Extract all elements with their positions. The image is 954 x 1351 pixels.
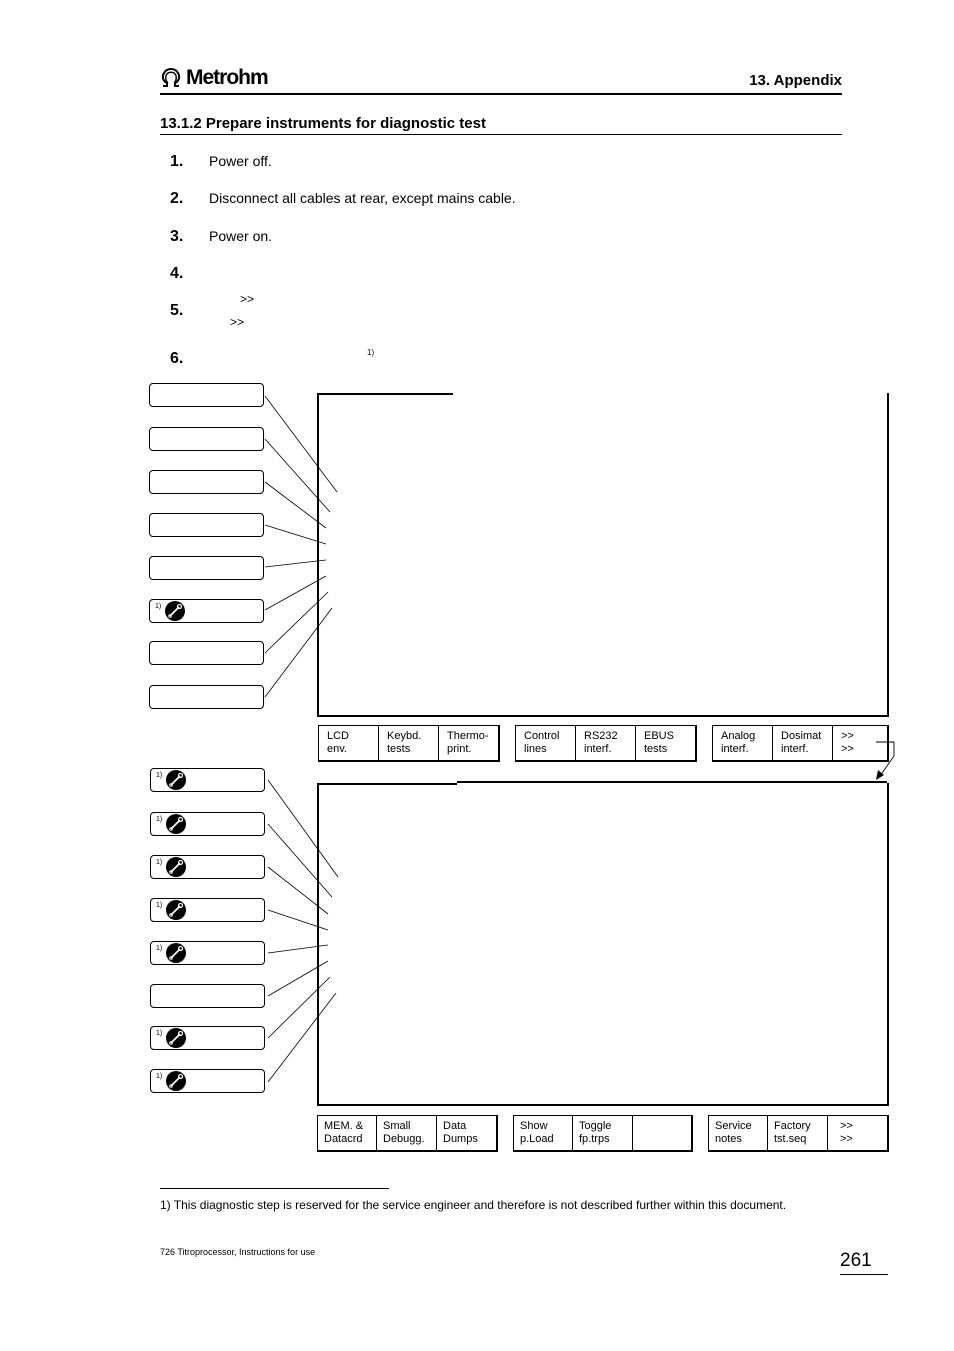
section-title: 13.1.2 Prepare instruments for diagnostic test	[160, 115, 486, 132]
softkey-thermo-print[interactable]: Thermo- print.	[447, 730, 489, 755]
softkey-group	[317, 1115, 498, 1152]
menu-key-8[interactable]	[149, 685, 264, 709]
footnote-mark: 1)	[156, 772, 163, 779]
wrench-icon	[166, 857, 186, 877]
menu-key-service[interactable]	[149, 599, 264, 623]
display-screen-lower	[317, 783, 889, 1106]
brand-name: Metrohm	[186, 66, 268, 89]
metrohm-omega-logo-icon	[160, 68, 182, 88]
menu-key-service[interactable]	[150, 812, 265, 836]
softkey-factory-test-seq[interactable]: Factory tst.seq	[768, 1116, 828, 1150]
screen-title-line	[457, 781, 887, 783]
softkey-small-debug[interactable]: Small Debugg.	[377, 1116, 437, 1150]
menu-key-5[interactable]	[149, 556, 264, 580]
softkey-next-page[interactable]: >> >>	[841, 730, 854, 755]
footnote-text: 1) This diagnostic step is reserved for the service engineer and therefore is not described further within this document.	[160, 1198, 787, 1212]
menu-key-7[interactable]	[149, 641, 264, 665]
wrench-icon	[166, 943, 186, 963]
softkey-empty[interactable]	[633, 1116, 691, 1150]
menu-key-service[interactable]	[150, 1069, 265, 1093]
wrench-icon	[166, 1028, 186, 1048]
step-number: 4.	[170, 265, 184, 282]
chapter-title: 13. Appendix	[749, 72, 842, 89]
softkey-toggle-fptrps[interactable]: Toggle fp.trps	[573, 1116, 633, 1150]
step-text: Disconnect all cables at rear, except mains cable.	[209, 190, 516, 206]
softkey-lcd-env[interactable]: LCD env.	[319, 726, 379, 760]
page-number-rule	[840, 1274, 888, 1275]
arrow-icon	[872, 738, 900, 784]
wrench-icon	[166, 770, 186, 790]
softkey-analog-interf[interactable]: Analog interf.	[713, 726, 773, 760]
softkey-group	[515, 725, 697, 762]
screen-scroll-mark	[847, 715, 887, 717]
footnote-mark: 1)	[156, 816, 163, 823]
header-rule	[160, 93, 842, 95]
step-number: 3.	[170, 228, 184, 245]
step-text: Power on.	[209, 228, 273, 244]
wrench-icon	[165, 601, 185, 621]
softkey-next-page[interactable]: >> >>	[840, 1120, 853, 1145]
screen-scroll-mark	[826, 1104, 887, 1106]
footnote-mark: 1)	[156, 1030, 163, 1037]
menu-key-service[interactable]	[150, 941, 265, 965]
wrench-icon	[166, 814, 186, 834]
display-screen-upper	[317, 393, 889, 717]
footnote-mark: 1)	[367, 348, 375, 357]
menu-key-2[interactable]	[149, 427, 264, 451]
softkey-group	[318, 725, 500, 762]
softkey-keyboard-tests[interactable]: Keybd. tests	[379, 726, 439, 760]
menu-key-14[interactable]	[150, 984, 265, 1008]
softkey-group	[513, 1115, 693, 1152]
softkey-mem-datacard[interactable]: MEM. & Datacrd	[318, 1116, 377, 1150]
wrench-icon	[166, 1071, 186, 1091]
softkey-control-lines[interactable]: Control lines	[516, 726, 576, 760]
menu-key-4[interactable]	[149, 513, 264, 537]
step-number: 2.	[170, 190, 184, 207]
menu-key-1[interactable]	[149, 383, 264, 407]
screen-title-bar	[317, 393, 453, 395]
step-number: 5.	[170, 302, 184, 319]
step5-mark: >>	[240, 292, 255, 306]
step5-mark: >>	[230, 315, 245, 329]
footnote-mark: 1)	[156, 859, 163, 866]
footnote-mark: 1)	[156, 945, 163, 952]
brand-logo	[160, 66, 268, 90]
softkey-service-notes[interactable]: Service notes	[709, 1116, 768, 1150]
step-text: Power off.	[209, 153, 272, 169]
footnote-mark: 1)	[155, 603, 162, 610]
softkey-data-dumps[interactable]: Data Dumps	[443, 1120, 478, 1145]
step-number: 6.	[170, 350, 184, 367]
softkey-dosimat-interf[interactable]: Dosimat interf.	[773, 726, 833, 760]
menu-key-3[interactable]	[149, 470, 264, 494]
footnote-mark: 1)	[156, 1073, 163, 1080]
menu-key-service[interactable]	[150, 768, 265, 792]
footnote-rule	[160, 1188, 389, 1189]
softkey-group	[708, 1115, 889, 1152]
softkey-show-pload[interactable]: Show p.Load	[514, 1116, 573, 1150]
softkey-group	[712, 725, 889, 762]
page-number: 261	[840, 1250, 872, 1271]
menu-key-service[interactable]	[150, 855, 265, 879]
section-rule	[160, 134, 842, 135]
document-title: 726 Titroprocessor, Instructions for use	[160, 1247, 316, 1257]
screen-title-bar	[317, 783, 457, 785]
softkey-ebus-tests[interactable]: EBUS tests	[644, 730, 674, 755]
menu-key-service[interactable]	[150, 1026, 265, 1050]
softkey-rs232-interf[interactable]: RS232 interf.	[576, 726, 636, 760]
step-number: 1.	[170, 153, 184, 170]
menu-key-service[interactable]	[150, 898, 265, 922]
wrench-icon	[166, 900, 186, 920]
footnote-mark: 1)	[156, 902, 163, 909]
